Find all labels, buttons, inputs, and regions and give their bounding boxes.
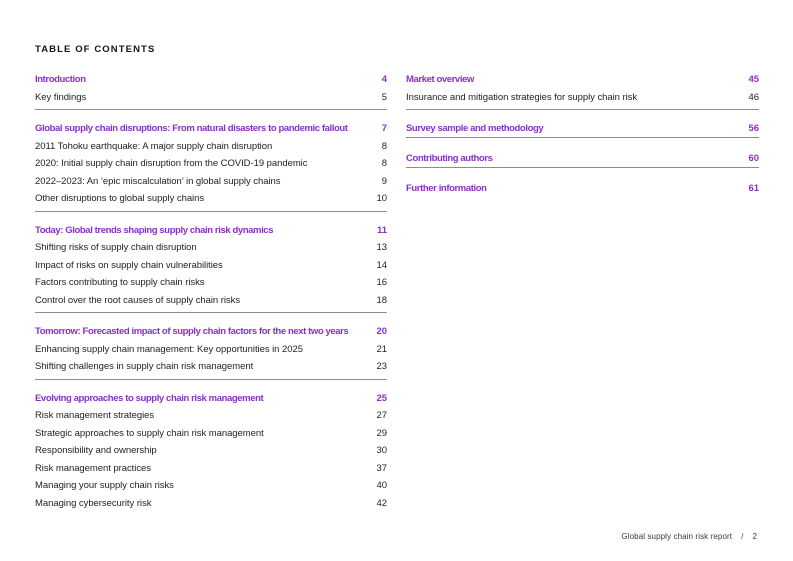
toc-entry[interactable]: [35, 428, 387, 440]
toc-section-heading[interactable]: [35, 123, 387, 135]
toc-entry-label: Shifting risks of supply chain disruption: [35, 242, 197, 253]
toc-left-column: [35, 74, 387, 515]
toc-section-heading[interactable]: [406, 74, 759, 86]
page-footer: [621, 532, 757, 541]
toc-entry[interactable]: [35, 193, 387, 205]
toc-entry[interactable]: [35, 260, 387, 272]
section-divider: [406, 167, 759, 168]
section-divider: [35, 312, 387, 313]
toc-entry-label: Shifting challenges in supply chain risk management: [35, 361, 254, 372]
toc-entry-page: 18: [376, 294, 387, 306]
toc-entry-label: Insurance and mitigation strategies for supply chain risk: [406, 91, 638, 103]
toc-entry-page: 61: [748, 183, 759, 194]
toc-section-tomorrow: [35, 326, 387, 373]
footer-separator: /: [741, 532, 744, 541]
toc-entry-page: 45: [748, 74, 759, 85]
toc-section-heading[interactable]: [35, 326, 387, 338]
toc-entry-label: Evolving approaches to supply chain risk management: [35, 392, 264, 404]
toc-entry-label: 2011 Tohoku earthquake: A major supply chain disruption: [35, 140, 273, 152]
toc-entry-label: Responsibility and ownership: [35, 445, 157, 456]
toc-section-contributing-authors: [406, 153, 759, 165]
toc-entry-label: Impact of risks on supply chain vulnerabilities: [35, 259, 223, 271]
toc-section-further-information: [406, 183, 759, 195]
toc-entry-label: Risk management strategies: [35, 410, 155, 421]
toc-entry-label: Global supply chain disruptions: From natural disasters to pandemic fallout: [35, 123, 348, 134]
toc-entry-label: Contributing authors: [406, 153, 493, 164]
toc-section-heading[interactable]: [406, 123, 759, 135]
section-divider: [35, 109, 387, 110]
toc-entry[interactable]: [35, 141, 387, 153]
toc-entry-page: 11: [377, 224, 387, 236]
section-divider: [35, 211, 387, 212]
toc-entry[interactable]: [35, 344, 387, 356]
toc-section-heading[interactable]: [35, 225, 387, 237]
toc-entry-label: Managing your supply chain risks: [35, 480, 174, 491]
toc-entry[interactable]: [35, 463, 387, 475]
footer-page-number: 2: [752, 532, 757, 541]
toc-entry-page: 14: [376, 259, 387, 271]
toc-entry[interactable]: [35, 242, 387, 254]
toc-entry-page: 7: [381, 123, 387, 134]
toc-entry-page: 16: [376, 277, 387, 288]
toc-entry-page: 42: [376, 497, 387, 509]
toc-entry-page: 40: [376, 480, 387, 491]
toc-entry-label: Tomorrow: Forecasted impact of supply chain factors for the next two years: [35, 326, 349, 337]
section-divider: [35, 379, 387, 380]
toc-entry-page: 23: [376, 361, 387, 372]
toc-section-heading[interactable]: [35, 393, 387, 405]
toc-section-market-overview: [406, 74, 759, 104]
toc-entry[interactable]: [35, 158, 387, 170]
toc-entry-label: Today: Global trends shaping supply chain risk dynamics: [35, 224, 274, 236]
toc-entry-label: Market overview: [406, 74, 474, 85]
toc-section-survey-sample: [406, 123, 759, 135]
toc-entry[interactable]: [35, 498, 387, 510]
toc-entry-page: 13: [376, 242, 387, 253]
toc-entry-label: Managing cybersecurity risk: [35, 497, 152, 509]
toc-entry[interactable]: [35, 295, 387, 307]
toc-entry[interactable]: [35, 410, 387, 422]
toc-entry[interactable]: [35, 361, 387, 373]
footer-report-name: Global supply chain risk report: [621, 532, 733, 541]
toc-entry-label: Key findings: [35, 91, 87, 103]
toc-section-evolving: [35, 393, 387, 510]
toc-entry[interactable]: [35, 92, 387, 104]
toc-entry-page: 4: [381, 74, 387, 85]
toc-entry[interactable]: [406, 92, 759, 104]
toc-entry[interactable]: [35, 480, 387, 492]
toc-section-heading[interactable]: [35, 74, 387, 86]
toc-entry-page: 21: [376, 343, 387, 355]
toc-entry-page: 37: [376, 462, 387, 474]
toc-entry-label: Control over the root causes of supply chain risks: [35, 294, 241, 306]
toc-entry-page: 10: [376, 193, 387, 204]
toc-section-today: [35, 225, 387, 307]
toc-entry-label: Risk management practices: [35, 462, 151, 474]
toc-entry-page: 46: [748, 91, 759, 103]
toc-entry-page: 20: [376, 326, 387, 337]
toc-entry[interactable]: [35, 176, 387, 188]
toc-entry-page: 27: [376, 410, 387, 421]
toc-entry-label: Strategic approaches to supply chain risk management: [35, 427, 264, 439]
toc-entry-page: 5: [381, 91, 387, 103]
toc-section-heading[interactable]: [406, 183, 759, 195]
toc-entry-label: Other disruptions to global supply chains: [35, 193, 205, 204]
toc-entry-label: Survey sample and methodology: [406, 123, 544, 134]
toc-entry-page: 56: [748, 123, 759, 134]
toc-entry-page: 30: [376, 445, 387, 456]
toc-entry[interactable]: [35, 277, 387, 289]
toc-entry-label: Introduction: [35, 74, 86, 85]
toc-entry-label: Further information: [406, 183, 487, 194]
toc-section-introduction: [35, 74, 387, 104]
section-divider: [406, 137, 759, 138]
toc-entry-label: 2022–2023: An ‘epic miscalculation’ in global supply chains: [35, 175, 281, 187]
toc-right-column: [406, 74, 759, 201]
page-title: TABLE OF CONTENTS: [35, 44, 156, 55]
toc-entry-label: Enhancing supply chain management: Key opportunities in 2025: [35, 343, 303, 355]
toc-entry-label: 2020: Initial supply chain disruption from the COVID-19 pandemic: [35, 158, 308, 169]
section-divider: [406, 109, 759, 110]
toc-entry-label: Factors contributing to supply chain risks: [35, 277, 205, 288]
toc-entry-page: 9: [381, 175, 387, 187]
toc-entry[interactable]: [35, 445, 387, 457]
toc-section-heading[interactable]: [406, 153, 759, 165]
toc-entry-page: 60: [748, 153, 759, 164]
toc-entry-page: 8: [381, 140, 387, 152]
toc-entry-page: 25: [376, 392, 387, 404]
toc-entry-page: 29: [376, 427, 387, 439]
toc-section-disruptions: [35, 123, 387, 205]
toc-entry-page: 8: [381, 158, 387, 169]
